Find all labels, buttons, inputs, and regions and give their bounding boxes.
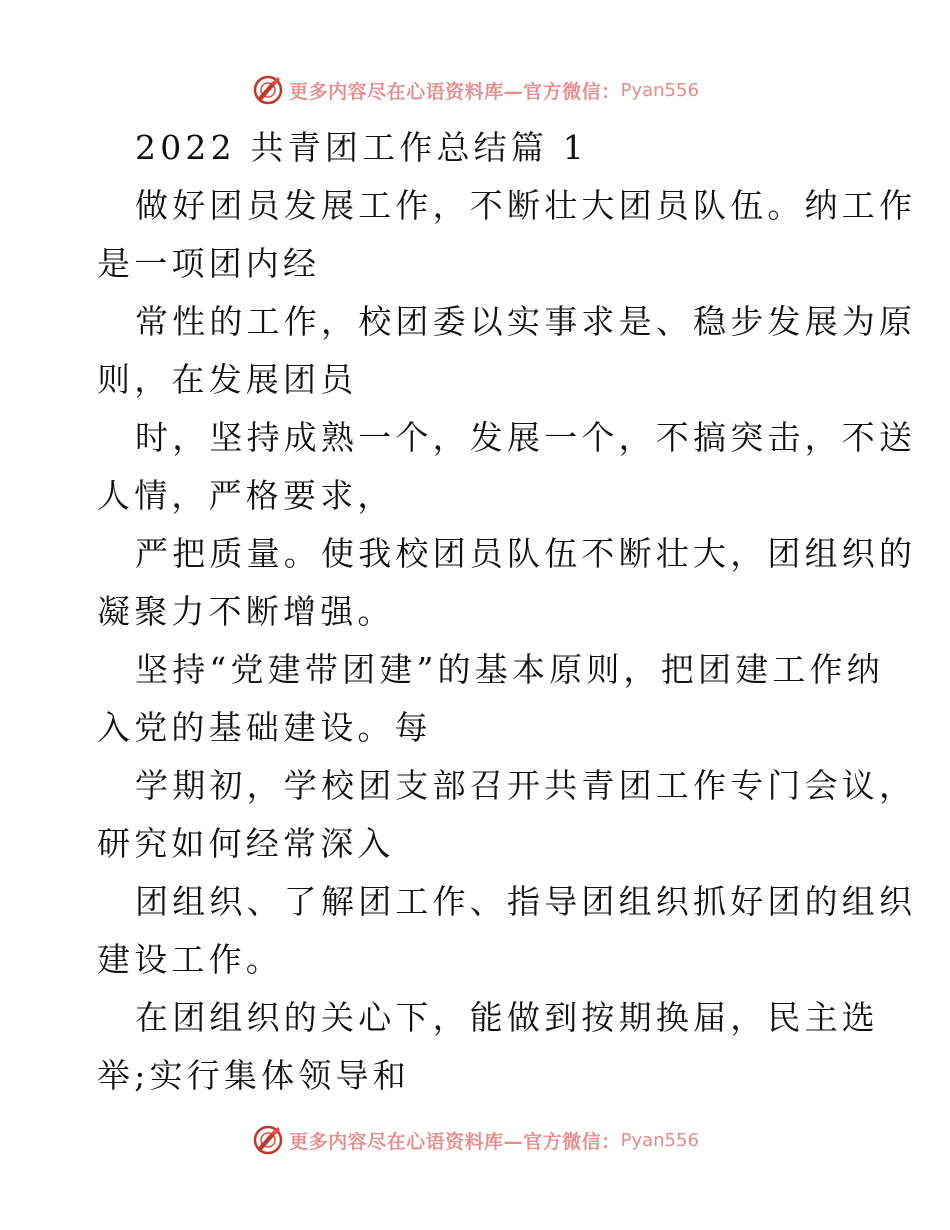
paragraph-line: 时，坚持成熟一个，发展一个，不搞突击，不送 [135, 418, 917, 457]
paragraph-line: 常性的工作，校团委以实事求是、稳步发展为原 [135, 302, 917, 341]
document-title: 2022 共青团工作总结篇 1 [135, 128, 588, 167]
paragraph-line: 严把质量。使我校团员队伍不断壮大，团组织的 [135, 534, 917, 573]
watermark-text: 更多内容尽在心语资料库—官方微信： [289, 1130, 621, 1153]
paragraph-line: 在团组织的关心下，能做到按期换届，民主选 [135, 998, 879, 1037]
paragraph-line: 人情，严格要求， [97, 476, 395, 515]
brush-logo-icon [251, 73, 285, 107]
paragraph-line: 入党的基础建设。每 [97, 708, 432, 747]
footer-watermark [0, 1120, 950, 1160]
paragraph-line: 举;实行集体领导和 [97, 1056, 410, 1095]
paragraph-line: 做好团员发展工作，不断壮大团员队伍。纳工作 [135, 186, 917, 225]
paragraph-line: 凝聚力不断增强。 [97, 592, 395, 631]
header-watermark [0, 70, 950, 110]
paragraph-line: 研究如何经常深入 [97, 824, 395, 863]
watermark-text: 更多内容尽在心语资料库—官方微信： [289, 80, 621, 103]
paragraph-line: 是一项团内经 [97, 244, 321, 283]
paragraph-line: 建设工作。 [97, 940, 283, 979]
watermark-wechat-id: Pyan556 [620, 1129, 699, 1151]
paragraph-line: 坚持“党建带团建”的基本原则，把团建工作纳 [135, 650, 884, 689]
watermark-wechat-id: Pyan556 [620, 79, 699, 101]
paragraph-line: 则，在发展团员 [97, 360, 358, 399]
brush-logo-icon [251, 1123, 285, 1157]
paragraph-line: 学期初，学校团支部召开共青团工作专门会议， [135, 766, 917, 805]
paragraph-line: 团组织、了解团工作、指导团组织抓好团的组织 [135, 882, 917, 921]
